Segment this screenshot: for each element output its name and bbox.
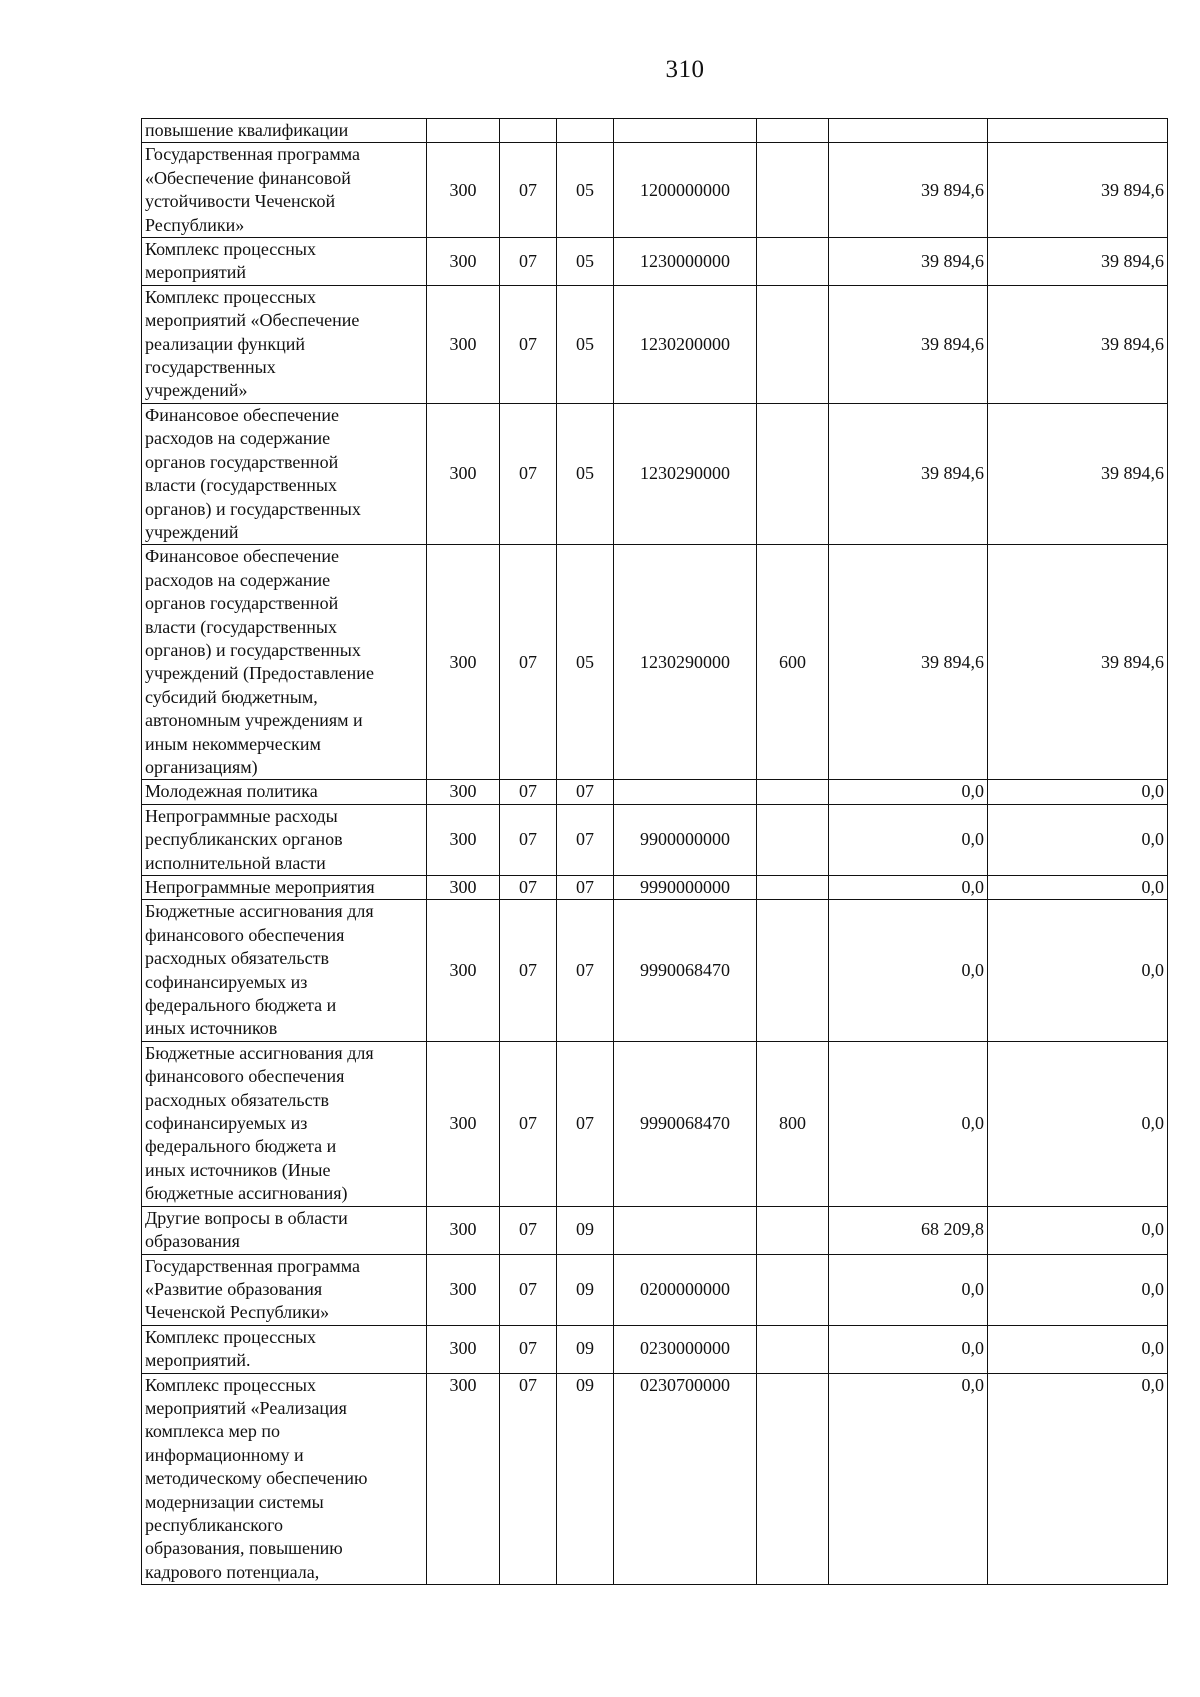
target-article-cell: 9900000000 (614, 804, 757, 875)
table-row (142, 1373, 1168, 1585)
admin-code-cell: 300 (427, 403, 500, 544)
row-name-cell: Финансовое обеспечение расходов на содержание органов государственной власти (государственных органов) и государственных учреждений (Предоставление субсидий бюджетным, автономным учреждениям и иным некоммерческим организациям) (142, 545, 427, 780)
subsection-code-cell: 05 (557, 143, 614, 238)
target-article-cell: 1230000000 (614, 238, 757, 286)
amount-year1-cell: 0,0 (829, 1325, 988, 1373)
amount-year1-cell: 0,0 (829, 1373, 988, 1585)
section-code-cell: 07 (500, 1041, 557, 1206)
section-code-cell: 07 (500, 876, 557, 900)
table-row (142, 403, 1168, 544)
table-row (142, 1254, 1168, 1325)
section-code-cell: 07 (500, 804, 557, 875)
admin-code-cell: 300 (427, 1325, 500, 1373)
admin-code-cell (427, 119, 500, 143)
amount-year2-cell: 0,0 (988, 780, 1168, 804)
row-name-cell: Комплекс процессных мероприятий (142, 238, 427, 286)
target-article-cell: 1200000000 (614, 143, 757, 238)
expense-type-cell (757, 285, 829, 403)
expense-type-cell: 800 (757, 1041, 829, 1206)
row-name-cell: Государственная программа «Развитие образования Чеченской Республики» (142, 1254, 427, 1325)
expense-type-cell (757, 238, 829, 286)
table-row (142, 804, 1168, 875)
expense-type-cell (757, 1206, 829, 1254)
amount-year1-cell: 0,0 (829, 804, 988, 875)
admin-code-cell: 300 (427, 545, 500, 780)
amount-year2-cell: 39 894,6 (988, 143, 1168, 238)
amount-year2-cell: 0,0 (988, 1373, 1168, 1585)
subsection-code-cell: 07 (557, 780, 614, 804)
expense-type-cell (757, 1373, 829, 1585)
section-code-cell: 07 (500, 238, 557, 286)
expense-type-cell (757, 1325, 829, 1373)
target-article-cell: 1230200000 (614, 285, 757, 403)
target-article-cell: 9990000000 (614, 876, 757, 900)
subsection-code-cell: 07 (557, 1041, 614, 1206)
target-article-cell: 9990068470 (614, 1041, 757, 1206)
table-row (142, 780, 1168, 804)
admin-code-cell: 300 (427, 876, 500, 900)
section-code-cell: 07 (500, 545, 557, 780)
amount-year2-cell: 39 894,6 (988, 238, 1168, 286)
target-article-cell: 1230290000 (614, 403, 757, 544)
expense-type-cell (757, 900, 829, 1041)
subsection-code-cell (557, 119, 614, 143)
section-code-cell: 07 (500, 1254, 557, 1325)
row-name-cell: Финансовое обеспечение расходов на содержание органов государственной власти (государственных органов) и государственных учреждений (142, 403, 427, 544)
target-article-cell: 0230700000 (614, 1373, 757, 1585)
subsection-code-cell: 05 (557, 545, 614, 780)
admin-code-cell: 300 (427, 143, 500, 238)
amount-year2-cell: 0,0 (988, 1041, 1168, 1206)
admin-code-cell: 300 (427, 1373, 500, 1585)
section-code-cell: 07 (500, 403, 557, 544)
subsection-code-cell: 09 (557, 1206, 614, 1254)
amount-year1-cell: 39 894,6 (829, 403, 988, 544)
section-code-cell: 07 (500, 143, 557, 238)
amount-year2-cell: 0,0 (988, 876, 1168, 900)
table-row (142, 285, 1168, 403)
row-name-cell: Комплекс процессных мероприятий «Реализация комплекса мер по информационному и методическому обеспечению модернизации системы республиканского образования, повышению кадрового потенциала, (142, 1373, 427, 1585)
admin-code-cell: 300 (427, 1041, 500, 1206)
amount-year2-cell: 39 894,6 (988, 403, 1168, 544)
section-code-cell: 07 (500, 780, 557, 804)
table-row (142, 238, 1168, 286)
admin-code-cell: 300 (427, 238, 500, 286)
subsection-code-cell: 05 (557, 285, 614, 403)
subsection-code-cell: 07 (557, 804, 614, 875)
amount-year2-cell: 0,0 (988, 1206, 1168, 1254)
row-name-cell: Государственная программа «Обеспечение финансовой устойчивости Чеченской Республики» (142, 143, 427, 238)
amount-year1-cell: 68 209,8 (829, 1206, 988, 1254)
amount-year1-cell: 39 894,6 (829, 238, 988, 286)
table-row (142, 1041, 1168, 1206)
amount-year1-cell: 0,0 (829, 1041, 988, 1206)
admin-code-cell: 300 (427, 1254, 500, 1325)
expense-type-cell (757, 403, 829, 544)
expense-type-cell (757, 1254, 829, 1325)
table-row (142, 1206, 1168, 1254)
expense-type-cell (757, 143, 829, 238)
amount-year2-cell: 0,0 (988, 1325, 1168, 1373)
amount-year2-cell: 0,0 (988, 1254, 1168, 1325)
target-article-cell (614, 119, 757, 143)
amount-year1-cell: 0,0 (829, 780, 988, 804)
subsection-code-cell: 09 (557, 1325, 614, 1373)
table-row (142, 119, 1168, 143)
row-name-cell: Непрограммные расходы республиканских органов исполнительной власти (142, 804, 427, 875)
amount-year1-cell (829, 119, 988, 143)
admin-code-cell: 300 (427, 804, 500, 875)
subsection-code-cell: 05 (557, 238, 614, 286)
row-name-cell: Комплекс процессных мероприятий. (142, 1325, 427, 1373)
subsection-code-cell: 07 (557, 876, 614, 900)
target-article-cell: 0230000000 (614, 1325, 757, 1373)
admin-code-cell: 300 (427, 900, 500, 1041)
section-code-cell: 07 (500, 900, 557, 1041)
table-row (142, 143, 1168, 238)
section-code-cell: 07 (500, 1206, 557, 1254)
amount-year2-cell (988, 119, 1168, 143)
target-article-cell: 1230290000 (614, 545, 757, 780)
amount-year1-cell: 39 894,6 (829, 285, 988, 403)
target-article-cell (614, 1206, 757, 1254)
admin-code-cell: 300 (427, 285, 500, 403)
expense-type-cell: 600 (757, 545, 829, 780)
amount-year1-cell: 0,0 (829, 876, 988, 900)
amount-year1-cell: 39 894,6 (829, 545, 988, 780)
row-name-cell: повышение квалификации (142, 119, 427, 143)
section-code-cell (500, 119, 557, 143)
section-code-cell: 07 (500, 285, 557, 403)
target-article-cell (614, 780, 757, 804)
table-row (142, 545, 1168, 780)
amount-year1-cell: 39 894,6 (829, 143, 988, 238)
table-body (142, 119, 1168, 1585)
row-name-cell: Непрограммные мероприятия (142, 876, 427, 900)
budget-table (141, 118, 1168, 1585)
row-name-cell: Другие вопросы в области образования (142, 1206, 427, 1254)
table-row (142, 900, 1168, 1041)
expense-type-cell (757, 804, 829, 875)
expense-type-cell (757, 780, 829, 804)
row-name-cell: Комплекс процессных мероприятий «Обеспечение реализации функций государственных учреждений» (142, 285, 427, 403)
table-row (142, 1325, 1168, 1373)
page-number: 310 (665, 56, 705, 83)
expense-type-cell (757, 876, 829, 900)
admin-code-cell: 300 (427, 780, 500, 804)
target-article-cell: 0200000000 (614, 1254, 757, 1325)
amount-year2-cell: 0,0 (988, 900, 1168, 1041)
amount-year2-cell: 0,0 (988, 804, 1168, 875)
amount-year1-cell: 0,0 (829, 1254, 988, 1325)
subsection-code-cell: 09 (557, 1254, 614, 1325)
subsection-code-cell: 07 (557, 900, 614, 1041)
amount-year1-cell: 0,0 (829, 900, 988, 1041)
admin-code-cell: 300 (427, 1206, 500, 1254)
target-article-cell: 9990068470 (614, 900, 757, 1041)
amount-year2-cell: 39 894,6 (988, 285, 1168, 403)
row-name-cell: Бюджетные ассигнования для финансового обеспечения расходных обязательств софинансируемых из федерального бюджета и иных источников (142, 900, 427, 1041)
row-name-cell: Бюджетные ассигнования для финансового обеспечения расходных обязательств софинансируемых из федерального бюджета и иных источников (Иные бюджетные ассигнования) (142, 1041, 427, 1206)
section-code-cell: 07 (500, 1373, 557, 1585)
section-code-cell: 07 (500, 1325, 557, 1373)
subsection-code-cell: 05 (557, 403, 614, 544)
amount-year2-cell: 39 894,6 (988, 545, 1168, 780)
subsection-code-cell: 09 (557, 1373, 614, 1585)
expense-type-cell (757, 119, 829, 143)
row-name-cell: Молодежная политика (142, 780, 427, 804)
table-row (142, 876, 1168, 900)
